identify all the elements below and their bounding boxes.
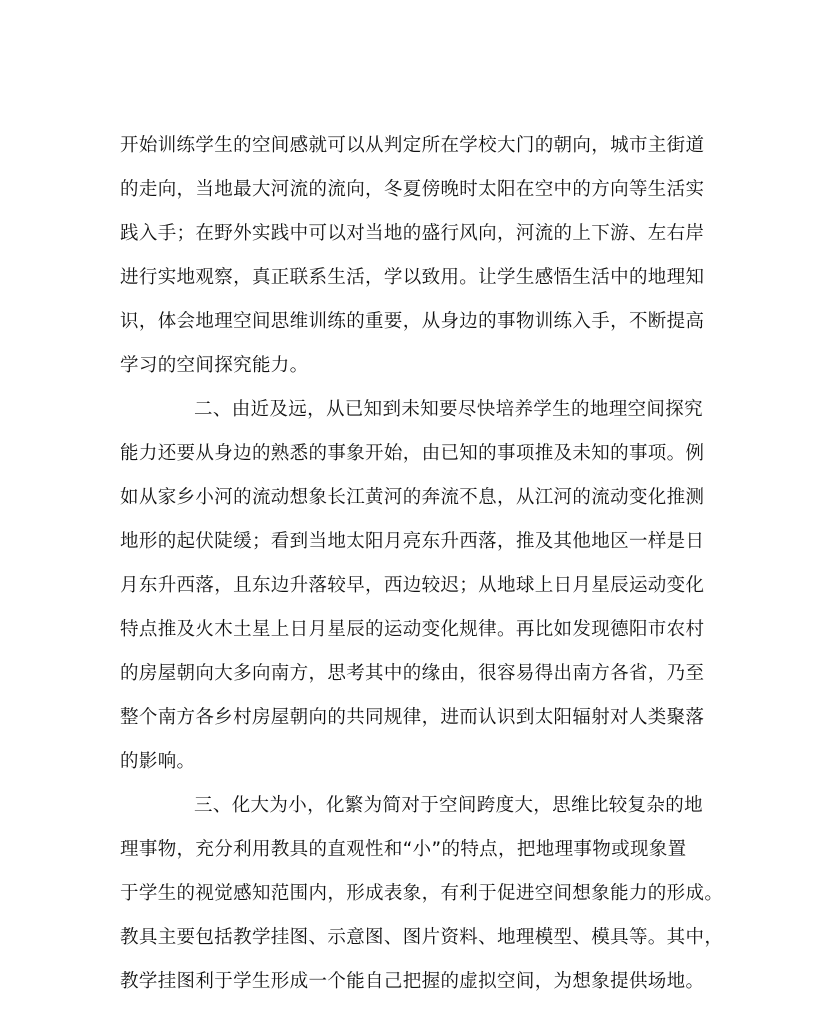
text-line: 整个南方各乡村房屋朝向的共同规律，进而认识到太阳辐射对人类聚落: [120, 707, 705, 728]
text-line: 教具主要包括教学挂图、示意图、图片资料、地理模型、模具等。其中，: [120, 927, 724, 948]
text-line: 如从家乡小河的流动想象长江黄河的奔流不息，从江河的流动变化推测: [120, 487, 705, 508]
text-line: 的走向，当地最大河流的流向，冬夏傍晚时太阳在空中的方向等生活实: [120, 179, 705, 200]
text-line: 开始训练学生的空间感就可以从判定所在学校大门的朝向，城市主街道: [120, 135, 705, 156]
text-line: 教学挂图利于学生形成一个能自己把握的虚拟空间，为想象提供场地。: [120, 971, 705, 992]
text-line: 践入手；在野外实践中可以对当地的盛行风向，河流的上下游、左右岸: [120, 223, 705, 244]
section-heading-line: 二、由近及远，从已知到未知要尽快培养学生的地理空间探究: [194, 399, 703, 420]
text-line: 的影响。: [120, 751, 196, 772]
text-line: 月东升西落，且东边升落较早，西边较迟；从地球上日月星辰运动变化: [120, 575, 705, 596]
text-line: 地形的起伏陡缓；看到当地太阳月亮东升西落，推及其他地区一样是日: [120, 531, 705, 552]
text-line: 的房屋朝向大多向南方，思考其中的缘由，很容易得出南方各省，乃至: [120, 663, 705, 684]
text-line: 特点推及火木土星上日月星辰的运动变化规律。再比如发现德阳市农村: [120, 619, 705, 640]
text-line: 能力还要从身边的熟悉的事象开始，由已知的事项推及未知的事项。例: [120, 443, 705, 464]
text-line: 学习的空间探究能力。: [120, 355, 309, 376]
text-line: 识，体会地理空间思维训练的重要，从身边的事物训练入手，不断提高: [120, 311, 705, 332]
text-line: 进行实地观察，真正联系生活，学以致用。让学生感悟生活中的地理知: [120, 267, 705, 288]
text-line: 于学生的视觉感知范围内，形成表象，有利于促进空间想象能力的形成。: [120, 883, 724, 904]
section-heading-line: 三、化大为小，化繁为简对于空间跨度大，思维比较复杂的地: [194, 795, 703, 816]
text-line: 理事物，充分利用教具的直观性和“小”的特点，把地理事物或现象置: [120, 839, 687, 860]
